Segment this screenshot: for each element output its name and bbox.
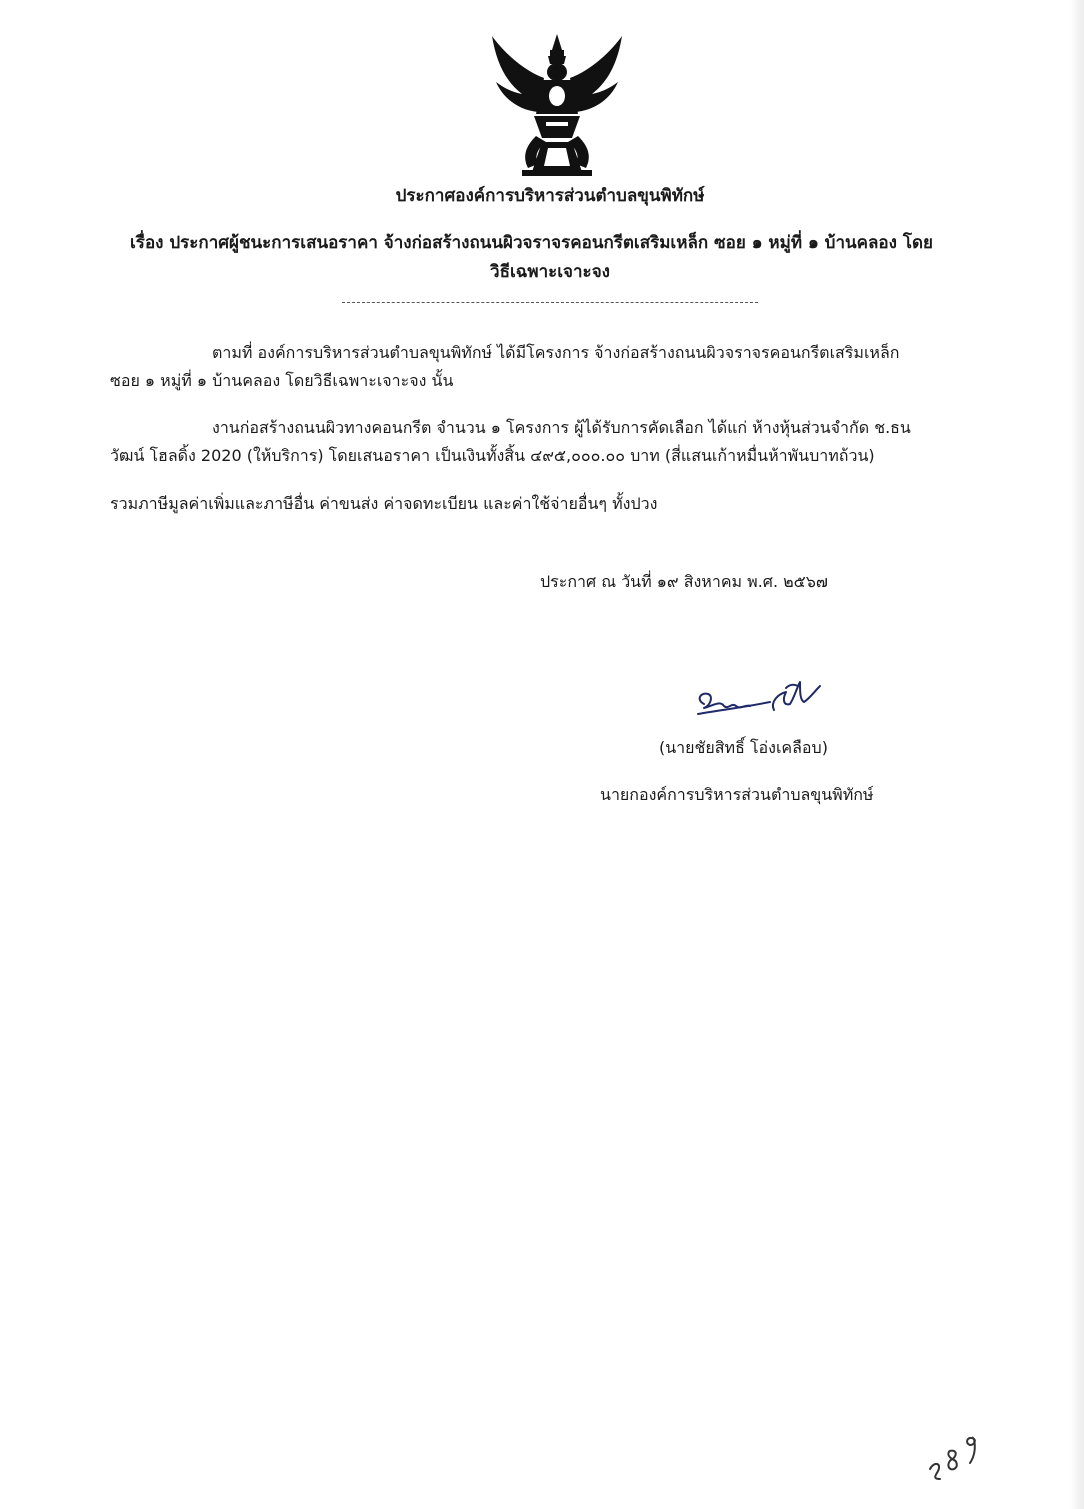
garuda-emblem [482, 30, 632, 178]
paragraph-1-line-1: ตามที่ องค์การบริหารส่วนตำบลขุนพิทักษ์ ได้มีโครงการ จ้างก่อสร้างถนนผิวจราจรคอนกรีตเสริมเหล็ก [212, 343, 900, 362]
paragraph-1-line-2: ซอย ๑ หมู่ที่ ๑ บ้านคลอง โดยวิธีเฉพาะเจาะจง นั้น [110, 371, 454, 390]
signer-title: นายกองค์การบริหารส่วนตำบลขุนพิทักษ์ [600, 785, 874, 804]
subject-line-2: วิธีเฉพาะเจาะจง [490, 262, 610, 282]
signature-mark [690, 676, 830, 724]
signer-name: (นายชัยสิทธิ์ โอ่งเคลือบ) [659, 738, 828, 757]
document-title: ประกาศองค์การบริหารส่วนตำบลขุนพิทักษ์ [395, 186, 705, 206]
subject-line-1: เรื่อง ประกาศผู้ชนะการเสนอราคา จ้างก่อสร้างถนนผิวจราจรคอนกรีตเสริมเหล็ก ซอย ๑ หมู่ที่ ๑ บ้านคลอง โดย [130, 233, 933, 253]
paragraph-2-line-1: งานก่อสร้างถนนผิวทางคอนกรีต จำนวน ๑ โครงการ ผู้ได้รับการคัดเลือก ได้แก่ ห้างหุ้นส่วนจำกัด ช.ธน [212, 418, 911, 437]
announcement-date: ประกาศ ณ วันที่ ๑๙ สิงหาคม พ.ศ. ๒๕๖๗ [540, 572, 828, 591]
dashed-divider [342, 302, 758, 303]
paragraph-2-line-2: วัฒน์ โฮลดิ้ง 2020 (ให้บริการ) โดยเสนอราคา เป็นเงินทั้งสิ้น ๔๙๕,๐๐๐.๐๐ บาท (สี่แสนเก้าหมื่นห้าพันบาทถ้วน) [110, 446, 875, 465]
paragraph-2-line-3: รวมภาษีมูลค่าเพิ่มและภาษีอื่น ค่าขนส่ง ค่าจดทะเบียน และค่าใช้จ่ายอื่นๆ ทั้งปวง [110, 494, 658, 513]
handwritten-page-number [918, 1425, 988, 1489]
